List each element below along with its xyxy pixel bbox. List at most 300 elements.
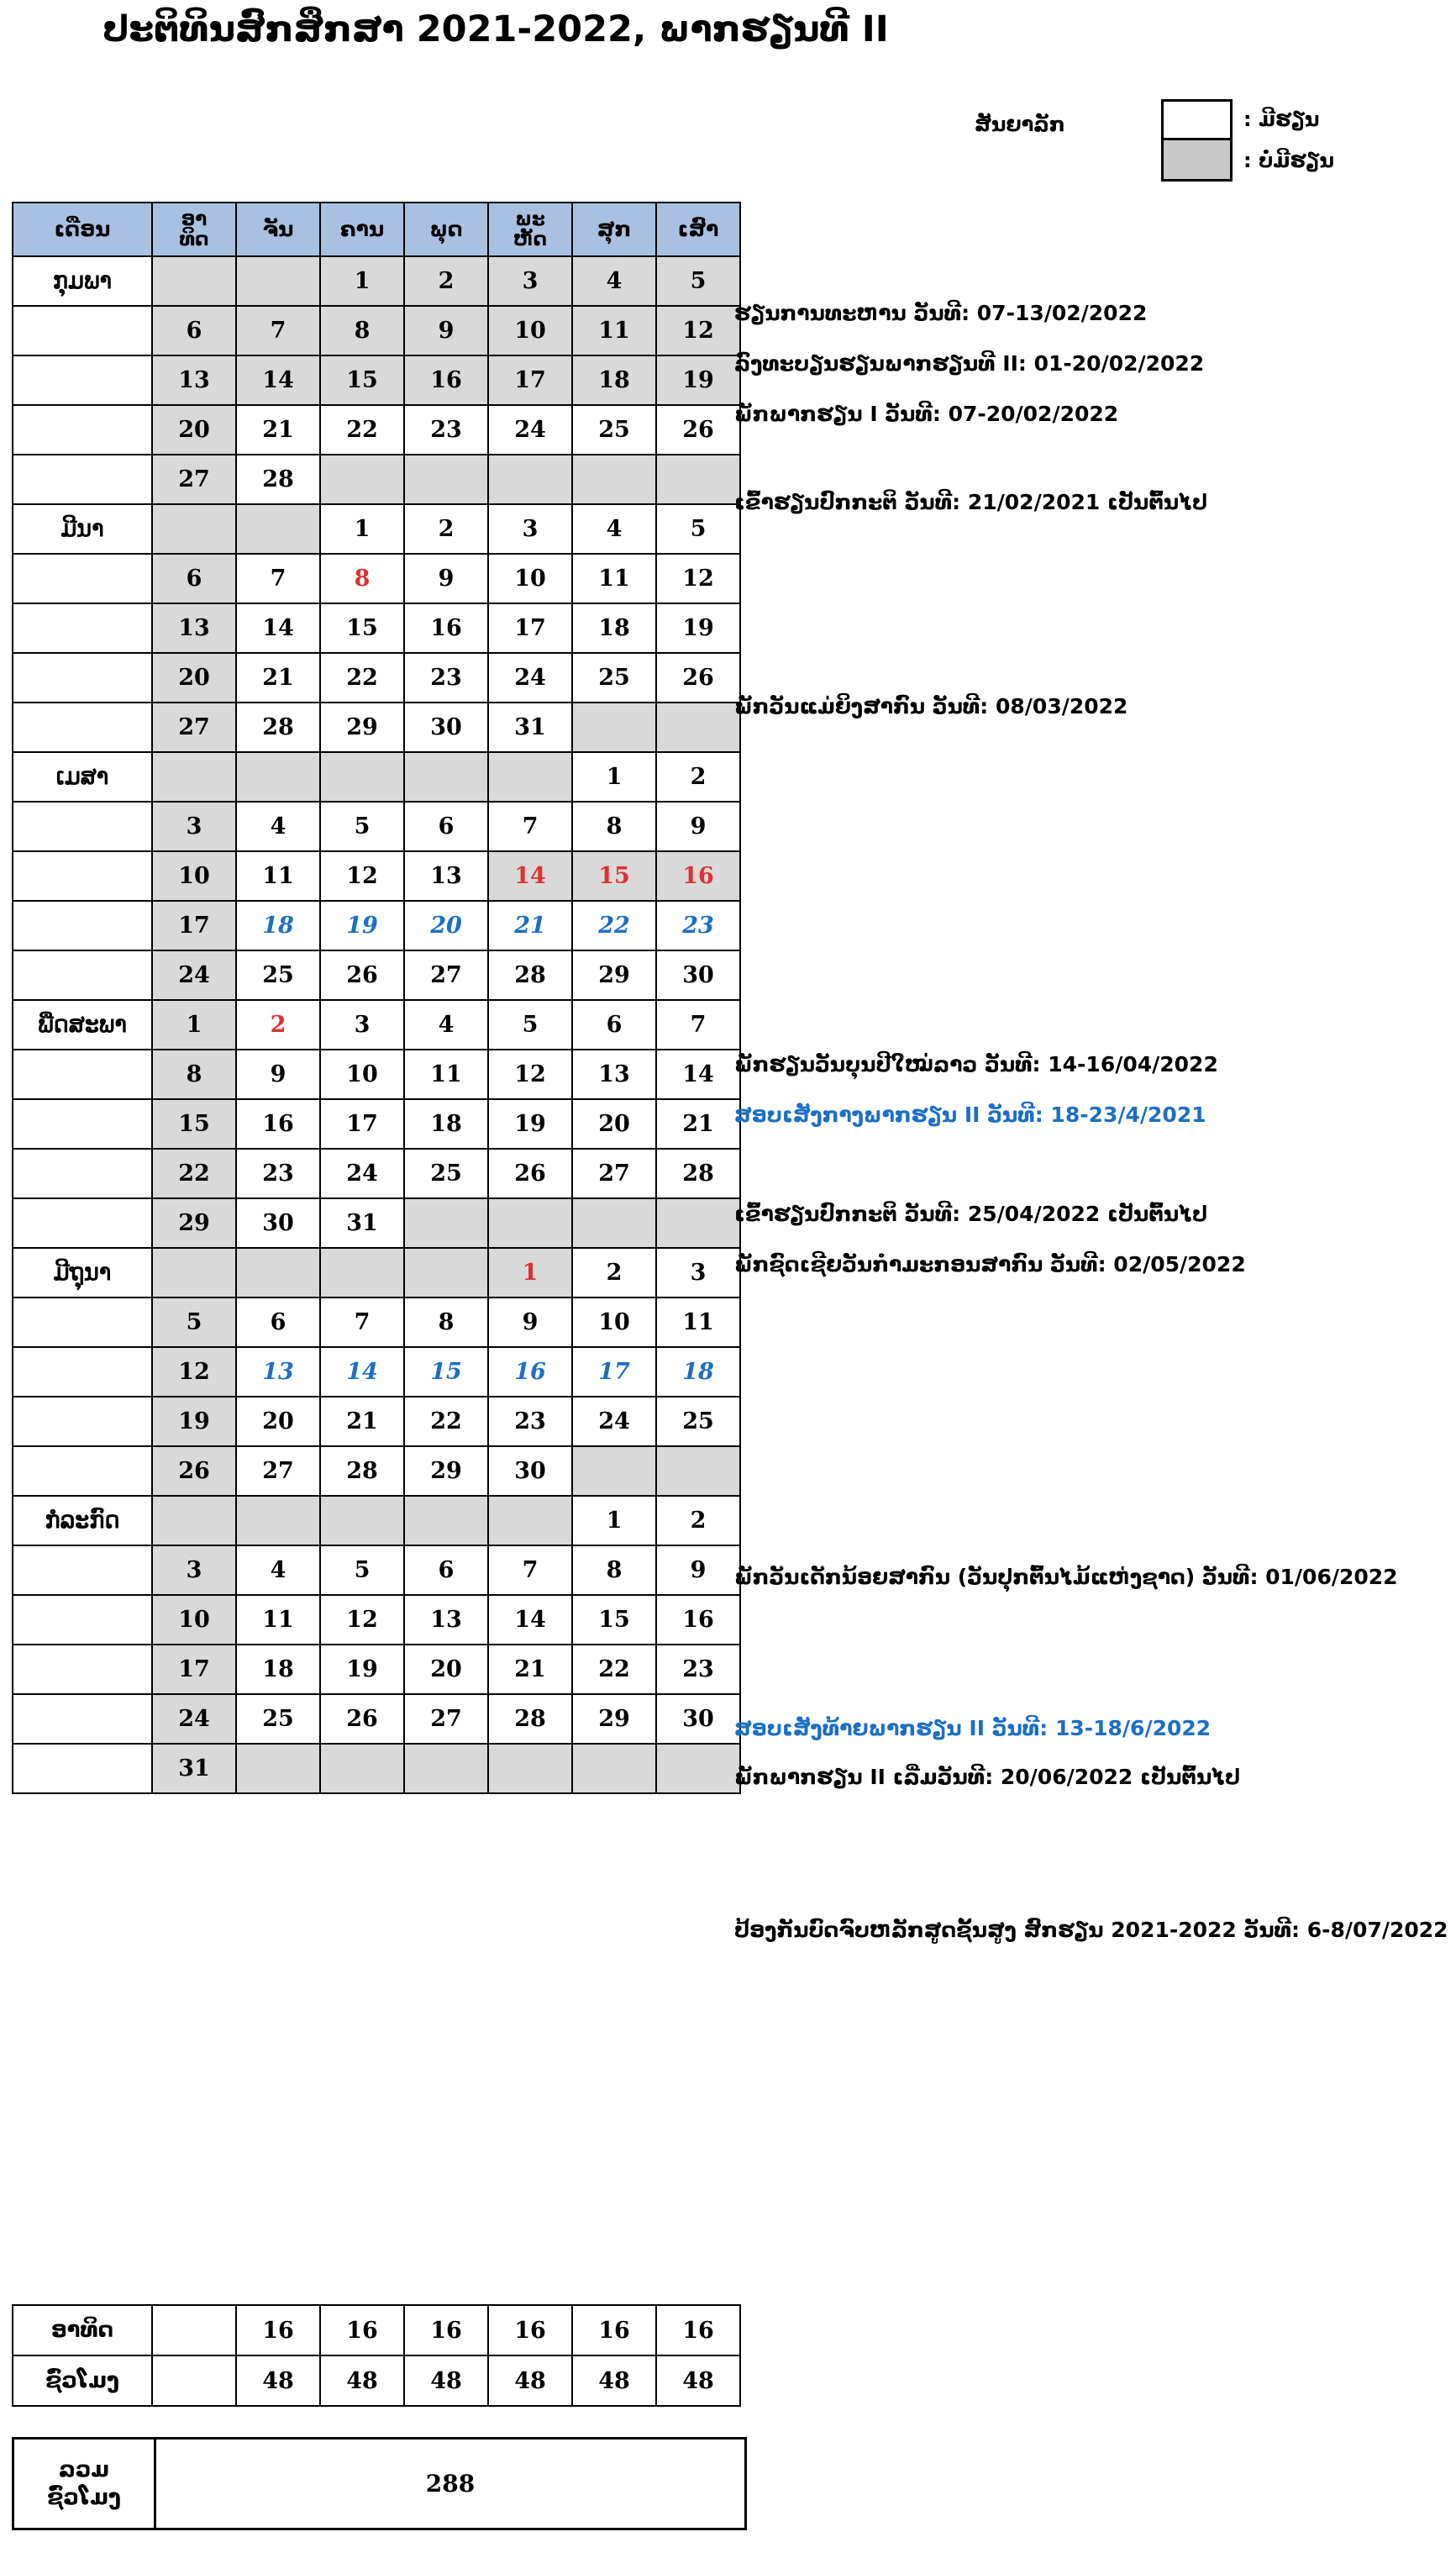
calendar-day-cell: 21 <box>656 1099 740 1149</box>
calendar-day-cell: 13 <box>404 851 488 901</box>
calendar-day-cell: 24 <box>320 1149 404 1198</box>
calendar-cell-empty <box>656 455 740 504</box>
calendar-header-cell-3: ຄານ <box>320 203 404 256</box>
calendar-cell-empty <box>656 1198 740 1248</box>
calendar-week-row <box>13 802 740 851</box>
summary-row-hours-label: ຊົ່ວໂມງ <box>13 2355 152 2406</box>
calendar-note-7: ເຂົ້າຮຽນປົກກະຕິ ວັນທີ: 25/04/2022 ເປັນຕົ້ນໄປ <box>734 1202 1208 1226</box>
calendar-week-row <box>13 1149 740 1198</box>
calendar-day-cell: 28 <box>320 1446 404 1496</box>
calendar-day-cell: 23 <box>404 653 488 703</box>
calendar-cell-empty <box>320 1744 404 1793</box>
calendar-day-cell: 16 <box>656 1595 740 1645</box>
calendar-day-cell: 22 <box>572 901 656 950</box>
calendar-day-cell: 3 <box>488 504 572 554</box>
month-label-empty <box>13 1198 152 1248</box>
calendar-day-cell: 22 <box>404 1397 488 1446</box>
legend-swatch-gray <box>1161 140 1233 182</box>
calendar-week-row <box>13 355 740 405</box>
calendar-cell-empty <box>152 504 236 554</box>
calendar-note-6: ສອບເສັງກາງພາກຮຽນ II ວັນທີ: 18-23/4/2021 <box>734 1103 1206 1127</box>
calendar-cell-empty <box>488 1744 572 1793</box>
calendar-day-cell: 14 <box>236 603 320 653</box>
calendar-day-cell: 14 <box>488 1595 572 1645</box>
calendar-day-cell: 10 <box>152 851 236 901</box>
header-line: ອາ <box>181 208 208 230</box>
calendar-week-row <box>13 703 740 752</box>
calendar-day-cell: 2 <box>404 256 488 306</box>
calendar-day-cell: 9 <box>236 1050 320 1099</box>
month-label-4: ມີຖຸນາ <box>13 1248 152 1297</box>
calendar-day-cell: 27 <box>404 950 488 1000</box>
calendar-day-cell: 6 <box>236 1297 320 1347</box>
summary-row-weeks-value: 16 <box>572 2305 656 2355</box>
calendar-day-cell: 26 <box>656 405 740 455</box>
calendar-day-cell: 31 <box>152 1744 236 1793</box>
summary-row-hours-value: 48 <box>404 2355 488 2406</box>
calendar-day-cell: 22 <box>572 1645 656 1694</box>
calendar-day-cell: 8 <box>572 1545 656 1595</box>
calendar-day-cell: 15 <box>404 1347 488 1397</box>
calendar-cell-empty <box>572 455 656 504</box>
calendar-day-cell: 19 <box>152 1397 236 1446</box>
calendar-day-cell: 16 <box>488 1347 572 1397</box>
calendar-day-cell: 1 <box>572 752 656 802</box>
month-label-empty <box>13 1347 152 1397</box>
calendar-day-cell: 20 <box>152 405 236 455</box>
calendar-day-cell: 12 <box>656 554 740 603</box>
calendar-header-cell-7: ເສົາ <box>656 203 740 256</box>
calendar-day-cell: 10 <box>572 1297 656 1347</box>
calendar-week-row <box>13 1397 740 1446</box>
calendar-day-cell: 20 <box>236 1397 320 1446</box>
summary-body <box>13 2305 740 2406</box>
calendar-week-row <box>13 1595 740 1645</box>
summary-row-weeks <box>13 2305 740 2355</box>
month-label-empty <box>13 554 152 603</box>
calendar-day-cell: 2 <box>656 1496 740 1545</box>
calendar-table <box>12 202 741 1794</box>
calendar-week-row <box>13 455 740 504</box>
calendar-day-cell: 3 <box>152 1545 236 1595</box>
calendar-day-cell: 26 <box>656 653 740 703</box>
calendar-day-cell: 2 <box>404 504 488 554</box>
total-label-line1: ລວມ <box>58 2457 110 2482</box>
calendar-day-cell: 24 <box>488 653 572 703</box>
calendar-cell-empty <box>572 1744 656 1793</box>
summary-row-hours-value: 48 <box>236 2355 320 2406</box>
month-label-empty <box>13 1645 152 1694</box>
legend-label: ສັນຍາລັກ <box>975 113 1065 136</box>
calendar-day-cell: 21 <box>320 1397 404 1446</box>
total-label <box>13 2439 155 2529</box>
summary-row-hours-value: 48 <box>320 2355 404 2406</box>
calendar-header-cell-1 <box>152 203 236 256</box>
total-row <box>13 2439 746 2529</box>
calendar-day-cell: 18 <box>236 901 320 950</box>
calendar-day-cell: 8 <box>572 802 656 851</box>
calendar-cell-empty <box>656 1744 740 1793</box>
calendar-day-cell: 19 <box>656 603 740 653</box>
month-label-empty <box>13 802 152 851</box>
header-line: ພະ <box>515 208 545 230</box>
calendar-day-cell: 12 <box>152 1347 236 1397</box>
calendar-day-cell: 17 <box>488 355 572 405</box>
calendar-week-row <box>13 851 740 901</box>
calendar-cell-empty <box>404 455 488 504</box>
calendar-cell-empty <box>152 752 236 802</box>
calendar-note-10: ສອບເສັງທ້າຍພາກຮຽນ II ວັນທີ: 13-18/6/2022 <box>734 1716 1212 1740</box>
calendar-day-cell: 11 <box>572 306 656 355</box>
calendar-week-row <box>13 1248 740 1297</box>
calendar-day-cell: 29 <box>572 1694 656 1744</box>
month-label-empty <box>13 1397 152 1446</box>
calendar-cell-empty <box>656 1446 740 1496</box>
calendar-cell-empty <box>404 1198 488 1248</box>
calendar-day-cell: 9 <box>656 1545 740 1595</box>
calendar-day-cell: 14 <box>320 1347 404 1397</box>
calendar-cell-empty <box>236 1248 320 1297</box>
header-line: ຫັດ <box>513 229 547 250</box>
calendar-week-row <box>13 752 740 802</box>
calendar-day-cell: 31 <box>488 703 572 752</box>
calendar-cell-empty <box>320 752 404 802</box>
calendar-day-cell: 1 <box>488 1248 572 1297</box>
calendar-note-9: ພັກວັນເດັກນ້ອຍສາກົນ (ວັນປຸກຕົ້ນໄມ້ແຫ່ງຊາດ) ວັນທີ: 01/06/2022 <box>734 1565 1398 1589</box>
calendar-day-cell: 1 <box>152 1000 236 1050</box>
calendar-day-cell: 18 <box>656 1347 740 1397</box>
calendar-day-cell: 18 <box>572 355 656 405</box>
calendar-day-cell: 8 <box>152 1050 236 1099</box>
calendar-header-cell-2: ຈັນ <box>236 203 320 256</box>
calendar-day-cell: 30 <box>404 703 488 752</box>
calendar-day-cell: 14 <box>236 355 320 405</box>
calendar-day-cell: 15 <box>320 355 404 405</box>
calendar-day-cell: 25 <box>236 1694 320 1744</box>
month-label-5: ກໍລະກົດ <box>13 1496 152 1545</box>
header-line: ທິດ <box>179 229 209 250</box>
month-label-empty <box>13 901 152 950</box>
month-label-empty <box>13 1545 152 1595</box>
month-label-3: ພືດສະພາ <box>13 1000 152 1050</box>
calendar-cell-empty <box>488 455 572 504</box>
calendar-day-cell: 28 <box>656 1149 740 1198</box>
calendar-table-wrap <box>12 202 741 1794</box>
calendar-cell-empty <box>236 1496 320 1545</box>
calendar-day-cell: 6 <box>152 554 236 603</box>
month-label-empty <box>13 851 152 901</box>
calendar-day-cell: 6 <box>404 1545 488 1595</box>
calendar-day-cell: 26 <box>320 1694 404 1744</box>
calendar-day-cell: 11 <box>236 851 320 901</box>
calendar-week-row <box>13 1545 740 1595</box>
summary-row-hours-value: 48 <box>656 2355 740 2406</box>
month-label-empty <box>13 1297 152 1347</box>
summary-row-hours-value: 48 <box>572 2355 656 2406</box>
calendar-day-cell: 3 <box>152 802 236 851</box>
calendar-cell-empty <box>236 504 320 554</box>
calendar-day-cell: 4 <box>236 802 320 851</box>
calendar-cell-empty <box>320 1496 404 1545</box>
calendar-cell-empty <box>572 1198 656 1248</box>
calendar-day-cell: 23 <box>404 405 488 455</box>
calendar-day-cell: 10 <box>488 554 572 603</box>
month-label-empty <box>13 1595 152 1645</box>
calendar-day-cell: 18 <box>404 1099 488 1149</box>
calendar-day-cell: 28 <box>236 703 320 752</box>
calendar-day-cell: 25 <box>656 1397 740 1446</box>
calendar-cell-empty <box>404 752 488 802</box>
month-label-empty <box>13 1694 152 1744</box>
calendar-note-3: ເຂົ້າຮຽນປົກກະຕິ ວັນທີ: 21/02/2021 ເປັນຕົ້ນໄປ <box>734 490 1208 514</box>
calendar-day-cell: 9 <box>404 554 488 603</box>
calendar-day-cell: 22 <box>320 653 404 703</box>
calendar-day-cell: 1 <box>572 1496 656 1545</box>
month-label-empty <box>13 603 152 653</box>
calendar-day-cell: 2 <box>236 1000 320 1050</box>
calendar-day-cell: 16 <box>404 603 488 653</box>
calendar-note-4: ພັກວັນແມ່ຍິງສາກົນ ວັນທີ: 08/03/2022 <box>734 694 1128 718</box>
calendar-week-row <box>13 1099 740 1149</box>
calendar-cell-empty <box>488 752 572 802</box>
calendar-day-cell: 4 <box>236 1545 320 1595</box>
summary-row-hours-blank <box>152 2355 236 2406</box>
calendar-cell-empty <box>404 1496 488 1545</box>
calendar-week-row <box>13 405 740 455</box>
calendar-cell-empty <box>488 1198 572 1248</box>
calendar-week-row <box>13 1050 740 1099</box>
summary-row-weeks-value: 16 <box>404 2305 488 2355</box>
calendar-week-row <box>13 1694 740 1744</box>
calendar-day-cell: 17 <box>320 1099 404 1149</box>
calendar-day-cell: 10 <box>152 1595 236 1645</box>
calendar-note-5: ພັກຮຽນວັນບຸນປີໃໝ່ລາວ ວັນທີ: 14-16/04/2022 <box>734 1052 1218 1076</box>
calendar-cell-empty <box>152 1248 236 1297</box>
calendar-cell-empty <box>656 703 740 752</box>
calendar-day-cell: 7 <box>236 554 320 603</box>
calendar-day-cell: 4 <box>572 504 656 554</box>
calendar-day-cell: 7 <box>320 1297 404 1347</box>
calendar-note-11: ພັກພາກຮຽນ II ເລີ່ມວັນທີ: 20/06/2022 ເປັນຕົ້ນໄປ <box>734 1765 1241 1789</box>
calendar-day-cell: 17 <box>152 901 236 950</box>
month-label-empty <box>13 1050 152 1099</box>
calendar-day-cell: 13 <box>236 1347 320 1397</box>
calendar-cell-empty <box>320 1248 404 1297</box>
calendar-day-cell: 14 <box>488 851 572 901</box>
calendar-day-cell: 5 <box>488 1000 572 1050</box>
month-label-empty <box>13 405 152 455</box>
calendar-day-cell: 25 <box>572 405 656 455</box>
month-label-0: ກຸມພາ <box>13 256 152 306</box>
calendar-day-cell: 22 <box>152 1149 236 1198</box>
calendar-day-cell: 16 <box>404 355 488 405</box>
calendar-day-cell: 2 <box>656 752 740 802</box>
calendar-day-cell: 3 <box>656 1248 740 1297</box>
calendar-header-row <box>13 203 740 256</box>
calendar-day-cell: 19 <box>320 1645 404 1694</box>
month-label-empty <box>13 653 152 703</box>
calendar-day-cell: 23 <box>236 1149 320 1198</box>
calendar-day-cell: 10 <box>320 1050 404 1099</box>
calendar-day-cell: 16 <box>236 1099 320 1149</box>
calendar-cell-empty <box>572 1446 656 1496</box>
summary-row-hours <box>13 2355 740 2406</box>
calendar-day-cell: 4 <box>572 256 656 306</box>
calendar-day-cell: 24 <box>152 950 236 1000</box>
calendar-day-cell: 12 <box>656 306 740 355</box>
calendar-week-row <box>13 653 740 703</box>
calendar-day-cell: 11 <box>656 1297 740 1347</box>
calendar-day-cell: 7 <box>656 1000 740 1050</box>
summary-table <box>12 2304 741 2407</box>
calendar-day-cell: 18 <box>572 603 656 653</box>
calendar-day-cell: 20 <box>152 653 236 703</box>
calendar-note-1: ລົງທະບຽນຮຽນພາກຮຽນທີ II: 01-20/02/2022 <box>734 351 1205 376</box>
month-label-empty <box>13 1446 152 1496</box>
calendar-cell-empty <box>152 256 236 306</box>
month-label-empty <box>13 455 152 504</box>
calendar-day-cell: 15 <box>572 1595 656 1645</box>
calendar-day-cell: 25 <box>236 950 320 1000</box>
calendar-day-cell: 25 <box>404 1149 488 1198</box>
calendar-day-cell: 7 <box>488 802 572 851</box>
calendar-week-row <box>13 1198 740 1248</box>
calendar-week-row <box>13 504 740 554</box>
total-table-wrap <box>12 2437 747 2530</box>
calendar-day-cell: 30 <box>656 1694 740 1744</box>
calendar-day-cell: 21 <box>236 653 320 703</box>
total-table <box>12 2437 747 2530</box>
calendar-note-0: ຮຽນການທະຫານ ວັນທີ: 07-13/02/2022 <box>734 301 1148 325</box>
calendar-day-cell: 11 <box>572 554 656 603</box>
calendar-day-cell: 21 <box>488 1645 572 1694</box>
month-label-empty <box>13 950 152 1000</box>
calendar-week-row <box>13 306 740 355</box>
calendar-note-12: ປ້ອງກັນບົດຈົບຫລັກສູດຊັ້ນສູງ ສົກຮຽນ 2021-2022 ວັນທີ: 6-8/07/2022 <box>734 1918 1448 1942</box>
month-label-2: ເມສາ <box>13 752 152 802</box>
calendar-day-cell: 27 <box>152 455 236 504</box>
calendar-day-cell: 8 <box>320 306 404 355</box>
calendar-day-cell: 19 <box>320 901 404 950</box>
calendar-day-cell: 16 <box>656 851 740 901</box>
calendar-week-row <box>13 256 740 306</box>
calendar-day-cell: 27 <box>152 703 236 752</box>
calendar-day-cell: 20 <box>572 1099 656 1149</box>
month-label-empty <box>13 703 152 752</box>
calendar-body <box>13 256 740 1793</box>
calendar-header-cell-6: ສຸກ <box>572 203 656 256</box>
calendar-day-cell: 11 <box>404 1050 488 1099</box>
legend-swatch-white <box>1161 99 1233 140</box>
calendar-week-row <box>13 1000 740 1050</box>
calendar-day-cell: 24 <box>488 405 572 455</box>
month-label-empty <box>13 1099 152 1149</box>
calendar-day-cell: 24 <box>152 1694 236 1744</box>
calendar-week-row <box>13 901 740 950</box>
calendar-day-cell: 5 <box>320 1545 404 1595</box>
calendar-day-cell: 4 <box>404 1000 488 1050</box>
calendar-week-row <box>13 1645 740 1694</box>
summary-row-weeks-blank <box>152 2305 236 2355</box>
calendar-cell-empty <box>152 1496 236 1545</box>
calendar-day-cell: 23 <box>656 901 740 950</box>
calendar-day-cell: 12 <box>320 851 404 901</box>
total-value: 288 <box>155 2439 746 2529</box>
calendar-day-cell: 10 <box>488 306 572 355</box>
calendar-week-row <box>13 603 740 653</box>
calendar-day-cell: 6 <box>404 802 488 851</box>
month-label-empty <box>13 355 152 405</box>
calendar-day-cell: 18 <box>236 1645 320 1694</box>
calendar-day-cell: 12 <box>488 1050 572 1099</box>
calendar-day-cell: 6 <box>152 306 236 355</box>
calendar-day-cell: 13 <box>152 603 236 653</box>
summary-table-wrap <box>12 2304 741 2407</box>
calendar-cell-empty <box>236 752 320 802</box>
calendar-day-cell: 28 <box>488 1694 572 1744</box>
month-label-1: ມີນາ <box>13 504 152 554</box>
calendar-week-row <box>13 950 740 1000</box>
calendar-day-cell: 26 <box>320 950 404 1000</box>
calendar-week-row <box>13 1347 740 1397</box>
month-label-empty <box>13 1744 152 1793</box>
calendar-day-cell: 12 <box>320 1595 404 1645</box>
calendar-day-cell: 5 <box>656 256 740 306</box>
calendar-day-cell: 3 <box>488 256 572 306</box>
calendar-day-cell: 17 <box>488 603 572 653</box>
calendar-day-cell: 23 <box>656 1645 740 1694</box>
month-label-empty <box>13 306 152 355</box>
calendar-cell-empty <box>404 1744 488 1793</box>
calendar-day-cell: 27 <box>236 1446 320 1496</box>
calendar-day-cell: 25 <box>572 653 656 703</box>
calendar-header-cell-5 <box>488 203 572 256</box>
calendar-cell-empty <box>572 703 656 752</box>
calendar-day-cell: 1 <box>320 256 404 306</box>
calendar-cell-empty <box>320 455 404 504</box>
calendar-day-cell: 7 <box>236 306 320 355</box>
calendar-day-cell: 21 <box>488 901 572 950</box>
legend-text-has-class: : ມີຮຽນ <box>1243 108 1320 131</box>
calendar-header-cell-0: ເດືອນ <box>13 203 152 256</box>
legend-text-no-class: : ບໍ່ມີຮຽນ <box>1243 149 1334 172</box>
calendar-day-cell: 26 <box>488 1149 572 1198</box>
calendar-day-cell: 30 <box>656 950 740 1000</box>
summary-row-weeks-value: 16 <box>656 2305 740 2355</box>
calendar-header-cell-4: ພຸດ <box>404 203 488 256</box>
calendar-day-cell: 6 <box>572 1000 656 1050</box>
calendar-day-cell: 20 <box>404 901 488 950</box>
calendar-day-cell: 27 <box>404 1694 488 1744</box>
summary-row-weeks-label: ອາທິດ <box>13 2305 152 2355</box>
calendar-day-cell: 29 <box>404 1446 488 1496</box>
calendar-day-cell: 15 <box>152 1099 236 1149</box>
summary-row-weeks-value: 16 <box>236 2305 320 2355</box>
calendar-cell-empty <box>404 1248 488 1297</box>
calendar-day-cell: 13 <box>404 1595 488 1645</box>
calendar-day-cell: 23 <box>488 1397 572 1446</box>
calendar-day-cell: 21 <box>236 405 320 455</box>
calendar-day-cell: 26 <box>152 1446 236 1496</box>
calendar-day-cell: 27 <box>572 1149 656 1198</box>
calendar-day-cell: 31 <box>320 1198 404 1248</box>
calendar-day-cell: 15 <box>572 851 656 901</box>
calendar-day-cell: 5 <box>320 802 404 851</box>
calendar-header <box>13 203 740 256</box>
calendar-day-cell: 3 <box>320 1000 404 1050</box>
calendar-day-cell: 2 <box>572 1248 656 1297</box>
calendar-week-row <box>13 1297 740 1347</box>
